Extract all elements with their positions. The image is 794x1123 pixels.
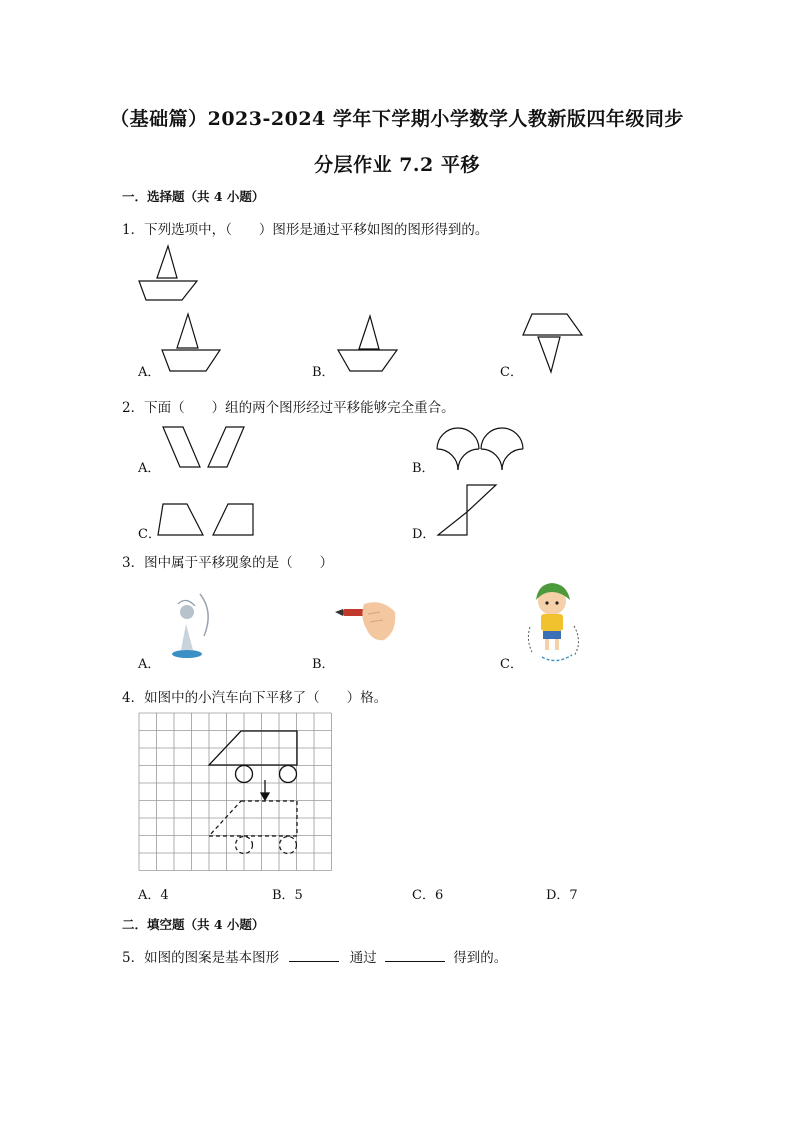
question-5-text-middle: 通过 <box>349 950 377 966</box>
question-2-text: 2．下面（ ）组的两个图形经过平移能够完全重合。 <box>122 400 455 416</box>
document-title-line1: （基础篇）2023-2024 学年下学期小学数学人教新版四年级同步 <box>110 108 684 130</box>
question-5-text-after: 得到的。 <box>453 950 508 966</box>
question-4-option-a[interactable]: A．4 <box>138 888 169 903</box>
moved-car-wheel-right <box>280 837 297 854</box>
question-1-option-c-label[interactable]: C． <box>500 365 523 380</box>
question-4-option-b[interactable]: B．5 <box>272 888 303 903</box>
question-3-option-a-label[interactable]: A． <box>138 657 161 672</box>
question-5-text <box>122 946 507 966</box>
question-2-option-a-label[interactable]: A． <box>138 461 161 476</box>
question-4-text: 4．如图中的小汽车向下平移了（ ）格。 <box>122 690 388 706</box>
question-4-option-c[interactable]: C．6 <box>412 888 444 903</box>
section-heading-choice: 一．选择题（共 4 小题） <box>122 189 265 204</box>
question-1-option-a-label[interactable]: A． <box>138 365 161 380</box>
question-3-option-c-label[interactable]: C． <box>500 657 523 672</box>
question-3-text: 3．图中属于平移现象的是（ ） <box>122 555 334 571</box>
moved-car-body <box>209 801 297 836</box>
question-5-blank-1[interactable] <box>289 947 339 962</box>
question-2-option-c-label[interactable]: C． <box>138 527 161 542</box>
section-heading-fill-in: 二．填空题（共 4 小题） <box>122 917 265 932</box>
question-1-text: 1．下列选项中，（ ）图形是通过平移如图的图形得到的。 <box>122 222 489 238</box>
question-3-option-b-label[interactable]: B． <box>312 657 335 672</box>
question-5-text-before: 5．如图的图案是基本图形 <box>122 950 280 966</box>
question-1-option-b-label[interactable]: B． <box>312 365 335 380</box>
question-2-option-d-label[interactable]: D． <box>412 527 436 542</box>
document-title-line2: 分层作业 7.2 平移 <box>314 154 480 176</box>
question-5-blank-2[interactable] <box>385 947 445 962</box>
original-car-wheel-right <box>280 766 297 783</box>
question-4-option-d[interactable]: D．7 <box>546 888 578 903</box>
question-2-option-b-label[interactable]: B． <box>412 461 435 476</box>
